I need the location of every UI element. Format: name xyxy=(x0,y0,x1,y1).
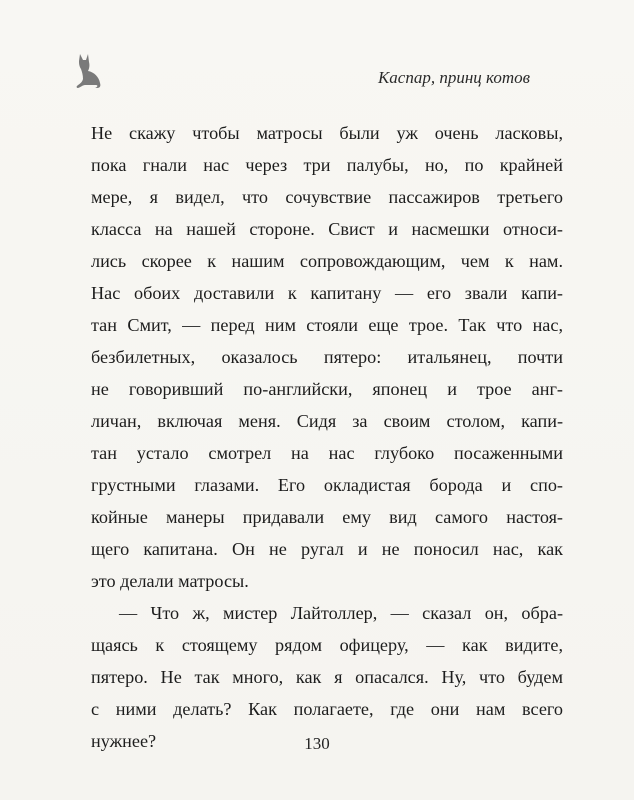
text-line: щего капитана. Он не ругал и не поносил нас, как xyxy=(91,539,563,559)
text-line: нужнее? xyxy=(91,731,157,751)
text-line: с ними делать? Как полагаете, где они нам всего xyxy=(91,699,563,719)
running-head-title: Каспар, принц котов xyxy=(378,68,530,87)
text-line: тан Смит, — перед ним стояли еще трое. Так что нас, xyxy=(91,315,563,335)
text-line: это делали матросы. xyxy=(91,571,249,591)
text-line: грустными глазами. Его окладистая борода и спо- xyxy=(91,475,563,495)
text-line: койные манеры придавали ему вид самого настоя- xyxy=(91,507,563,527)
text-line: не говоривший по-английски, японец и трое анг- xyxy=(91,379,563,399)
cat-silhouette-icon xyxy=(74,52,104,90)
text-line: лись скорее к нашим сопровождающим, чем к нам. xyxy=(91,251,563,271)
text-line: — Что ж, мистер Лайтоллер, — сказал он, обра- xyxy=(119,603,563,623)
page-number: 130 xyxy=(304,734,330,753)
text-line: щаясь к стоящему рядом офицеру, — как видите, xyxy=(91,635,563,655)
text-line: личан, включая меня. Сидя за своим столом, капи- xyxy=(91,411,563,431)
text-line: Не скажу чтобы матросы были уж очень ласковы, xyxy=(91,123,563,143)
text-line: класса на нашей стороне. Свист и насмешки относи- xyxy=(91,219,563,239)
text-line: пока гнали нас через три палубы, но, по крайней xyxy=(91,155,563,175)
text-line: мере, я видел, что сочувствие пассажиров третьего xyxy=(91,187,563,207)
text-line: безбилетных, оказалось пятеро: итальянец, почти xyxy=(91,347,563,367)
text-line: Нас обоих доставили к капитану — его звали капи- xyxy=(91,283,563,303)
text-line: тан устало смотрел на нас глубоко посаженными xyxy=(91,443,563,463)
text-line: пятеро. Не так много, как я опасался. Ну, что будем xyxy=(91,667,563,687)
body-text xyxy=(91,117,563,757)
